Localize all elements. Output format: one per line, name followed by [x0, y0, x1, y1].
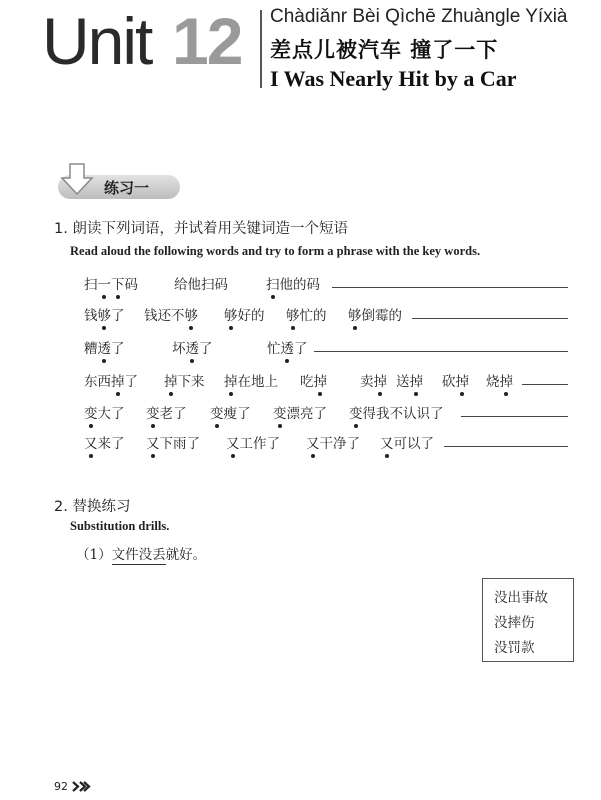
vocabulary-item: 糟透了	[84, 337, 125, 357]
section1-subtitle: Read aloud the following words and try to form a phrase with the key words.	[70, 244, 481, 258]
vocabulary-item: 变大了	[84, 402, 125, 422]
page-number: 92	[54, 780, 68, 793]
answer-blank-line[interactable]	[314, 351, 568, 352]
vocabulary-item: 变老了	[146, 402, 187, 422]
substitution-options-box	[482, 578, 574, 662]
section2-subtitle: Substitution drills.	[70, 519, 170, 533]
vocabulary-item: 变得我不认识了	[349, 402, 444, 422]
down-arrow-icon	[60, 162, 94, 198]
section1-title: 1. 朗读下列词语，并试着用关键词造一个短语	[54, 221, 348, 237]
vocabulary-item: 又工作了	[226, 432, 280, 452]
vocabulary-item: 吃掉	[300, 370, 327, 390]
vocabulary-item: 又下雨了	[146, 432, 200, 452]
vocabulary-item: 扫他的码	[266, 273, 320, 293]
vocabulary-item: 忙透了	[267, 337, 308, 357]
vocabulary-item: 坏透了	[172, 337, 213, 357]
vocabulary-item: 够好的	[224, 304, 265, 324]
vocabulary-item: 烧掉	[486, 370, 513, 390]
vocabulary-item: 送掉	[396, 370, 423, 390]
answer-blank-line[interactable]	[444, 446, 568, 447]
vocabulary-row	[84, 432, 574, 462]
vocabulary-item: 东西掉了	[84, 370, 138, 390]
vocabulary-item: 变瘦了	[210, 402, 251, 422]
unit-number: 12	[172, 4, 242, 78]
vocabulary-row	[84, 402, 574, 432]
lesson-chinese-title: 差点儿被汽车 撞了一下	[270, 38, 499, 62]
vocabulary-row	[84, 370, 574, 400]
vocabulary-item: 扫一下码	[84, 273, 138, 293]
substitution-option: 没出事故	[494, 590, 548, 606]
vocabulary-item: 又可以了	[380, 432, 434, 452]
vocabulary-item: 掉在地上	[224, 370, 278, 390]
vocabulary-item: 钱够了	[84, 304, 125, 324]
lesson-pinyin-title: Chàdiǎnr Bèi Qìchē Zhuàngle Yíxià	[270, 6, 568, 27]
vocabulary-item: 又来了	[84, 432, 125, 452]
sentence-number: （1）	[76, 547, 112, 563]
vocabulary-row	[84, 337, 574, 367]
substitution-sentence	[76, 543, 206, 563]
vocabulary-item: 掉下来	[164, 370, 205, 390]
sentence-rest: 就好。	[165, 547, 207, 563]
section2-title: 2. 替换练习	[54, 499, 131, 515]
vocabulary-item: 给他扫码	[174, 277, 228, 293]
vocabulary-item: 又干净了	[306, 432, 360, 452]
substitution-option: 没摔伤	[494, 615, 535, 631]
double-chevron-right-icon	[72, 781, 94, 792]
answer-blank-line[interactable]	[522, 384, 568, 385]
answer-blank-line[interactable]	[332, 287, 568, 288]
header-divider	[260, 10, 262, 88]
vocabulary-item: 砍掉	[442, 370, 469, 390]
answer-blank-line[interactable]	[412, 318, 568, 319]
vocabulary-item: 够忙的	[286, 304, 327, 324]
unit-label: Unit	[42, 4, 152, 78]
vocabulary-item: 变漂亮了	[273, 402, 327, 422]
sentence-underlined-part: 文件没丢	[111, 547, 166, 563]
lesson-english-title: I Was Nearly Hit by a Car	[270, 66, 517, 91]
answer-blank-line[interactable]	[461, 416, 568, 417]
vocabulary-item: 够倒霉的	[348, 304, 402, 324]
vocabulary-item: 钱还不够	[144, 304, 198, 324]
vocabulary-row	[84, 273, 574, 303]
exercise-banner-label: 练习一	[104, 179, 150, 197]
substitution-option: 没罚款	[494, 640, 535, 656]
vocabulary-row	[84, 304, 574, 334]
vocabulary-item: 卖掉	[360, 370, 387, 390]
